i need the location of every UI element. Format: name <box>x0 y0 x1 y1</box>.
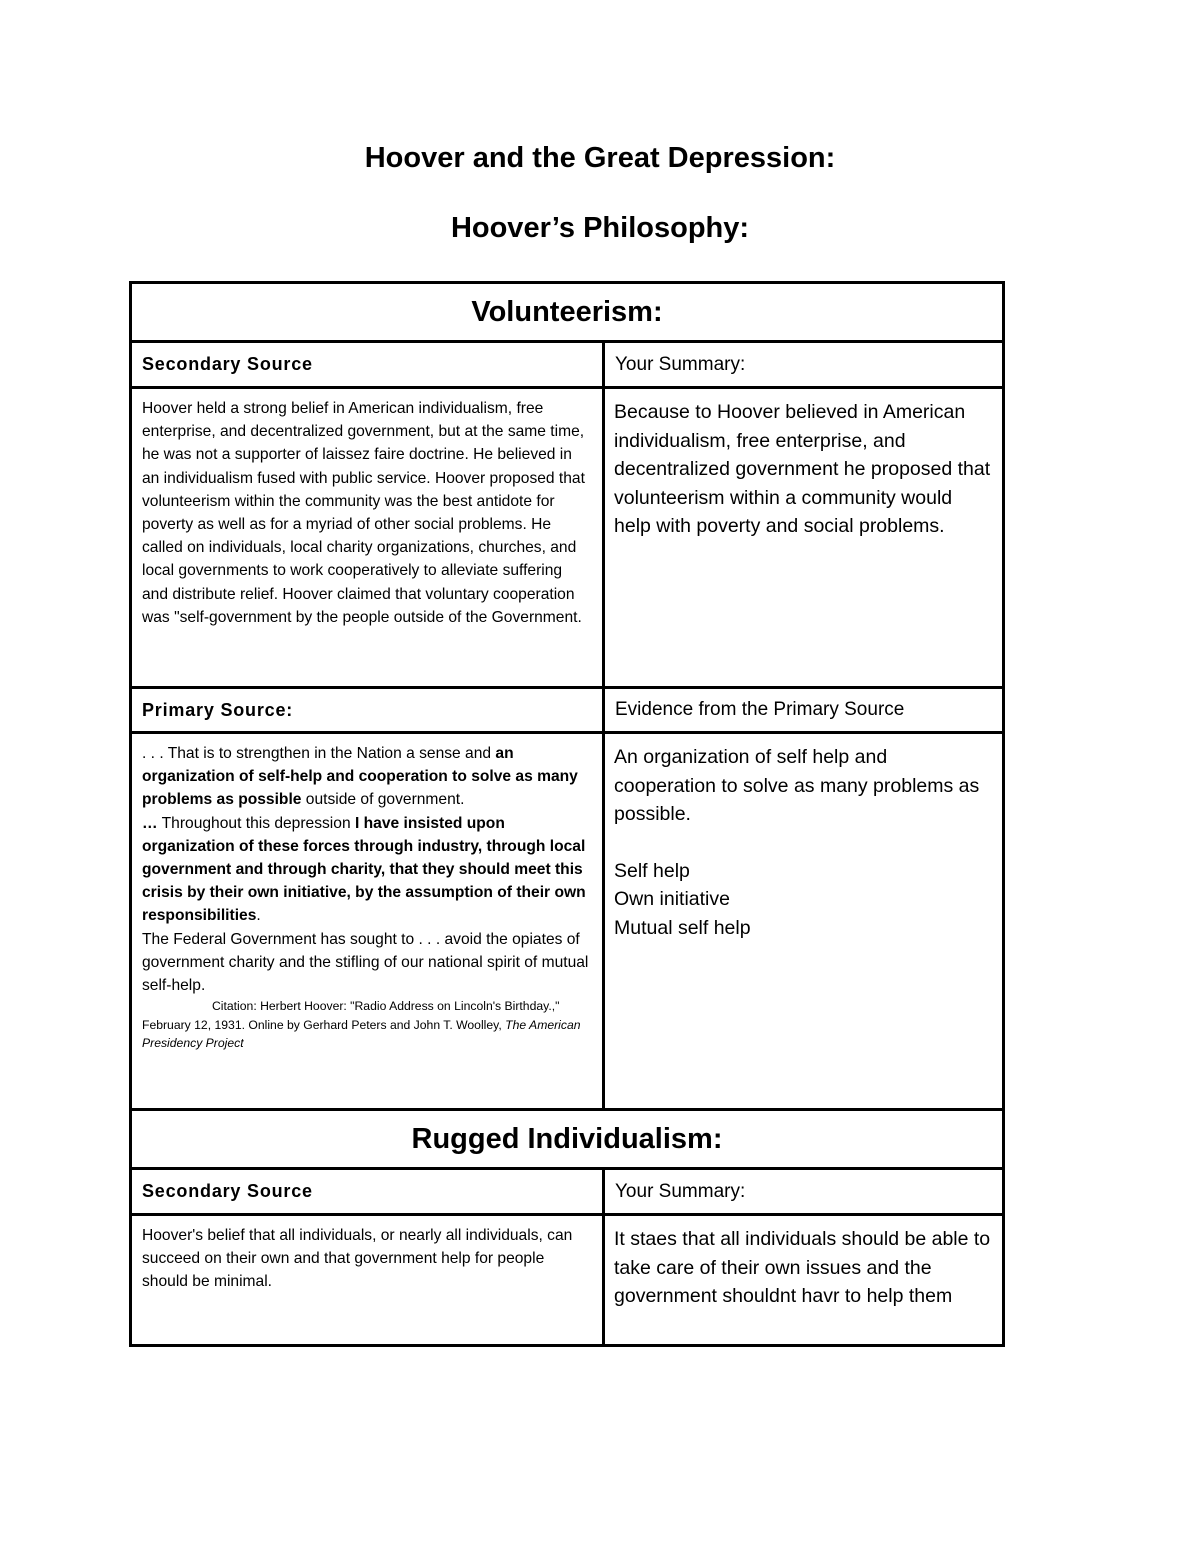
primary-source-quote <box>131 733 604 1110</box>
volunteerism-heading: Volunteerism: <box>131 283 1004 342</box>
summary-text[interactable]: Because to Hoover believed in American individualism, free enterprise, and decentralized government he proposed that volunteerism within a community would help with poverty and social problems. <box>604 388 1004 688</box>
evidence-label: Evidence from the Primary Source <box>604 688 1004 733</box>
document-title: Hoover and the Great Depression: <box>364 142 836 174</box>
rugged-individualism-heading: Rugged Individualism: <box>131 1110 1004 1169</box>
volunteerism-content-row <box>131 388 1004 688</box>
citation: Citation: Herbert Hoover: "Radio Address on Lincoln's Birthday.," February 12, 1931. Online by Gerhard Peters and John T. Woolley, The American Presidency Project <box>142 999 581 1051</box>
primary-source-label: Primary Source: <box>131 688 604 733</box>
rugged-content-row <box>131 1215 1004 1346</box>
primary-label-row <box>131 688 1004 733</box>
document-subtitle: Hoover’s Philosophy: <box>450 212 750 244</box>
quote-paragraph-2: … Throughout this depression I have insisted upon organization of these forces through industry, through local government and through charity, that they should meet this crisis by their own initiative, by the assumption of their own responsibilities. <box>142 814 586 925</box>
rugged-label-row <box>131 1169 1004 1215</box>
rugged-your-summary-label: Your Summary: <box>604 1169 1004 1215</box>
evidence-item: Self help <box>614 859 690 882</box>
rugged-secondary-source-text: Hoover's belief that all individuals, or nearly all individuals, can succeed on their own and that government help for people should be minimal. <box>131 1215 604 1346</box>
volunteerism-label-row <box>131 342 1004 388</box>
rugged-summary-text[interactable]: It staes that all individuals should be able to take care of their own issues and the government shouldnt havr to help them <box>604 1215 1004 1346</box>
rugged-heading-row <box>131 1110 1004 1169</box>
secondary-source-text: Hoover held a strong belief in American individualism, free enterprise, and decentralized government, but at the same time, he was not a supporter of laissez faire doctrine. He believed in an individualism fused with public service. Hoover proposed that volunteerism within the community was the best antidote for poverty as well as for a myriad of other social problems. He called on individuals, local charity organizations, churches, and local governments to work cooperatively to alleviate suffering and distribute relief. Hoover claimed that voluntary cooperation was "self-government by the people outside of the Government. <box>131 388 604 688</box>
evidence-text: An organization of self help and cooperation to solve as many problems as possible. <box>614 746 980 826</box>
your-summary-label: Your Summary: <box>604 342 1004 388</box>
evidence-item: Mutual self help <box>614 916 751 939</box>
philosophy-table <box>129 281 1005 1347</box>
evidence-text-cell[interactable] <box>604 733 1004 1110</box>
rugged-secondary-source-label: Secondary Source <box>131 1169 604 1215</box>
volunteerism-heading-row <box>131 283 1004 342</box>
primary-content-row <box>131 733 1004 1110</box>
quote-paragraph-1: . . . That is to strengthen in the Nation a sense and an organization of self-help and cooperation to solve as many problems as possible outside of government. <box>142 745 578 809</box>
quote-paragraph-3: The Federal Government has sought to . . . avoid the opiates of government charity and the stifling of our national spirit of mutual self-help. <box>142 930 589 995</box>
evidence-item: Own initiative <box>614 888 730 911</box>
secondary-source-label: Secondary Source <box>131 342 604 388</box>
